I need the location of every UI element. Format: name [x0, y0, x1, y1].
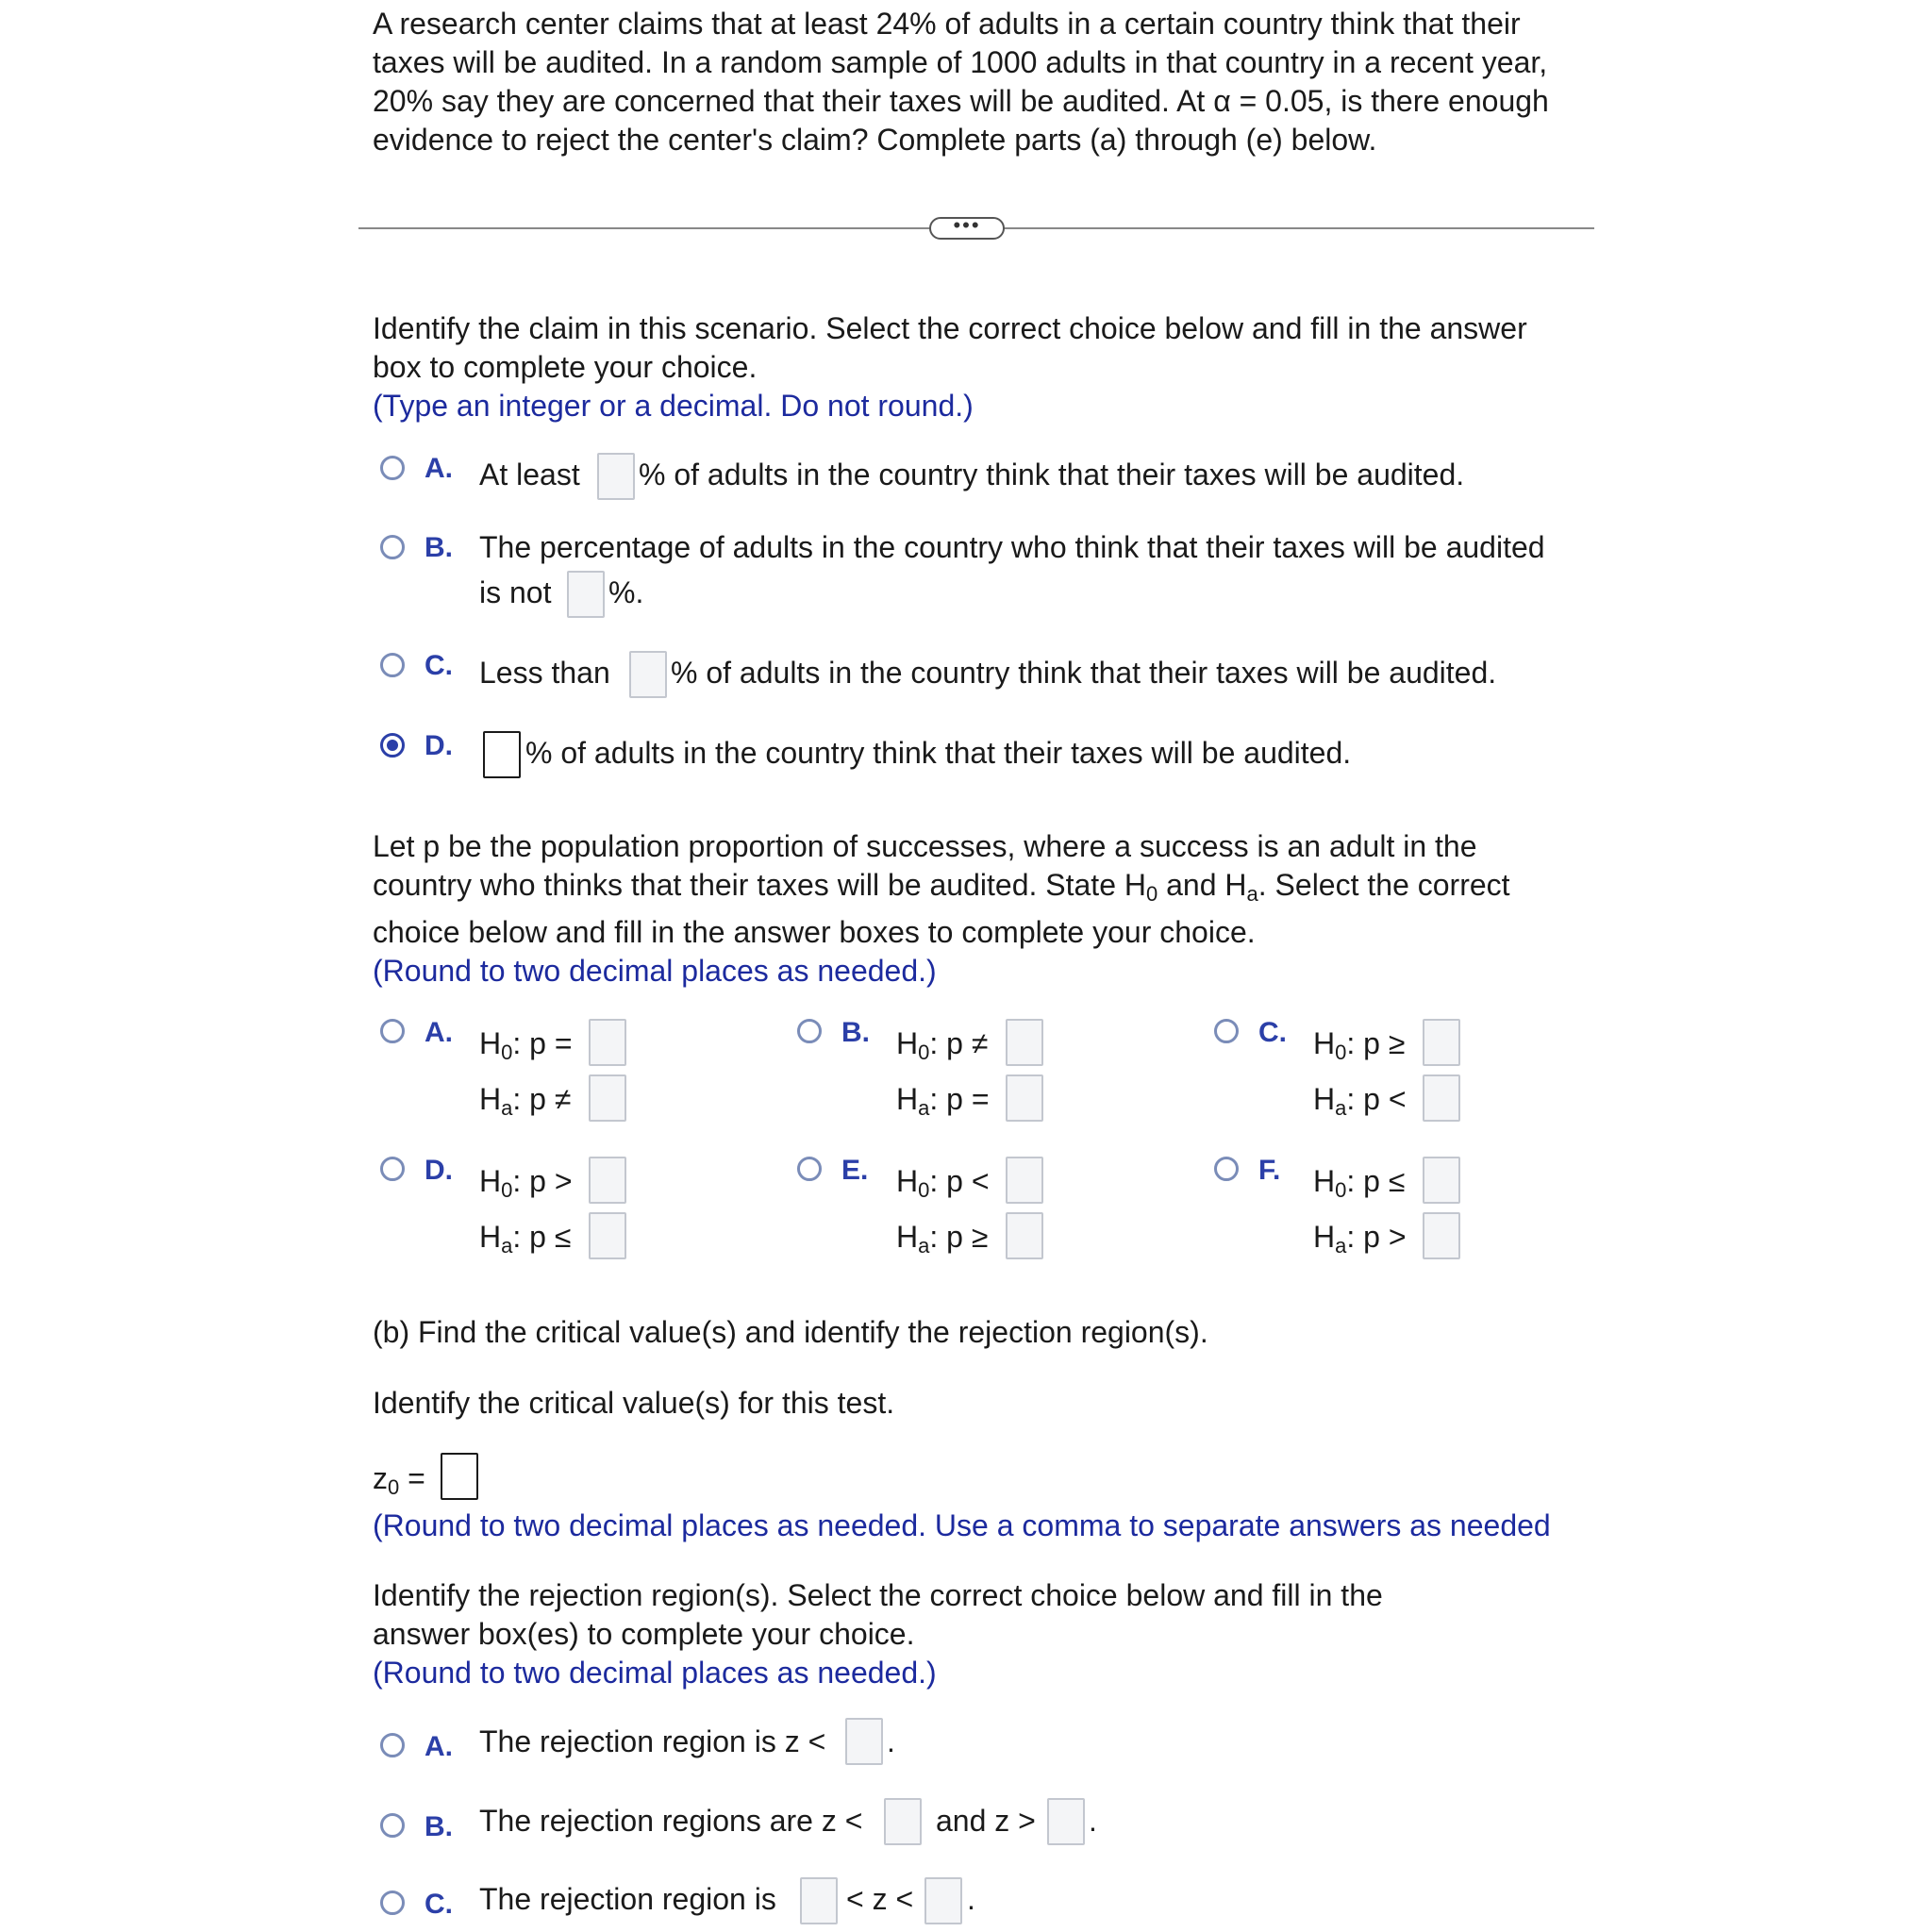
hyp-option-a-ha: $H_a$: p ≠ [479, 1082, 572, 1120]
claim-option-b-letter: B. [425, 532, 453, 563]
hypotheses-prompt-line-1: Let p be the population proportion of successes, where a success is an adult in the [373, 829, 1477, 863]
hyp-option-d-h0-input[interactable] [589, 1157, 626, 1204]
claim-prompt-line-1: Identify the claim in this scenario. Select the correct choice below and fill in the answer [373, 311, 1527, 345]
hyp-option-b-letter: B. [841, 1017, 870, 1048]
claim-option-a-post: % of adults in the country think that their taxes will be audited. [639, 458, 1465, 491]
hyp-option-d-ha-input[interactable] [589, 1212, 626, 1259]
hyp-option-b-radio[interactable] [797, 1019, 822, 1043]
rejection-option-c-pre: The rejection region is [479, 1882, 776, 1916]
hyp-option-c-h0: $H_0$: p ≥ [1313, 1026, 1406, 1064]
hyp-option-d-letter: D. [425, 1155, 453, 1186]
claim-option-c-letter: C. [425, 650, 453, 681]
hyp-option-d-radio[interactable] [380, 1157, 405, 1181]
rejection-option-a-radio[interactable] [380, 1733, 405, 1757]
problem-line-2: taxes will be audited. In a random sample of 1000 adults in that country in a recent year, [373, 45, 1548, 79]
z0-input[interactable] [441, 1453, 478, 1500]
hyp-option-c-h0-input[interactable] [1423, 1019, 1460, 1066]
claim-option-d-input[interactable] [483, 731, 521, 778]
critical-value-hint: (Round to two decimal places as needed. Use a comma to separate answers as needed [373, 1508, 1551, 1542]
hyp-option-d-ha: $H_a$: p ≤ [479, 1220, 572, 1257]
claim-option-b-input[interactable] [567, 571, 605, 618]
hyp-option-a-h0-input[interactable] [589, 1019, 626, 1066]
hyp-option-a-letter: A. [425, 1017, 453, 1048]
hyp-option-d-h0: $H_0$: p > [479, 1164, 573, 1202]
hypotheses-prompt-line-3: choice below and fill in the answer boxes to complete your choice. [373, 915, 1256, 949]
claim-option-a-letter: A. [425, 453, 453, 484]
rejection-prompt-line-1: Identify the rejection region(s). Select the correct choice below and fill in the [373, 1578, 1383, 1612]
hyp-option-e-h0-input[interactable] [1006, 1157, 1043, 1204]
rejection-prompt-line-2: answer box(es) to complete your choice. [373, 1617, 915, 1651]
hyp-option-f-ha: $H_a$: p > [1313, 1220, 1407, 1257]
hyp-option-c-ha-input[interactable] [1423, 1074, 1460, 1122]
claim-option-b-radio[interactable] [380, 535, 405, 559]
claim-hint: (Type an integer or a decimal. Do not round.) [373, 389, 974, 423]
rejection-option-b-letter: B. [425, 1811, 453, 1842]
rejection-option-b-mid: and z > [936, 1804, 1036, 1838]
hyp-option-b-ha: $H_a$: p = [896, 1082, 990, 1120]
problem-line-4: evidence to reject the center's claim? Complete parts (a) through (e) below. [373, 123, 1377, 157]
hyp-option-a-ha-input[interactable] [589, 1074, 626, 1122]
claim-option-c-radio[interactable] [380, 653, 405, 677]
claim-option-a-pre: At least [479, 458, 580, 491]
hypotheses-prompt-line-2: country who thinks that their taxes will be audited. State $H_0$ and $H_a$. Select the correct [373, 868, 1510, 906]
hyp-option-f-h0: $H_0$: p ≤ [1313, 1164, 1406, 1202]
rejection-option-b-input-upper[interactable] [1047, 1798, 1085, 1845]
claim-option-b-post: %. [608, 575, 644, 609]
rejection-option-a-letter: A. [425, 1731, 453, 1762]
hyp-option-c-radio[interactable] [1214, 1019, 1239, 1043]
rejection-option-b-pre: The rejection regions are z < [479, 1804, 863, 1838]
hyp-option-e-radio[interactable] [797, 1157, 822, 1181]
hyp-option-b-ha-input[interactable] [1006, 1074, 1043, 1122]
rejection-option-c-input-upper[interactable] [924, 1877, 962, 1924]
hyp-option-e-letter: E. [841, 1155, 869, 1186]
rejection-option-a-pre: The rejection region is z < [479, 1724, 826, 1758]
claim-option-a-radio[interactable] [380, 456, 405, 480]
claim-option-b-pre2: is not [479, 575, 552, 609]
hyp-option-c-letter: C. [1258, 1017, 1287, 1048]
rejection-option-b-radio[interactable] [380, 1813, 405, 1838]
rejection-option-c-radio[interactable] [380, 1890, 405, 1915]
rejection-option-a-post: . [887, 1724, 895, 1758]
hyp-option-f-radio[interactable] [1214, 1157, 1239, 1181]
hyp-option-e-ha-input[interactable] [1006, 1212, 1043, 1259]
rejection-option-c-input-lower[interactable] [800, 1877, 838, 1924]
rejection-option-c-letter: C. [425, 1889, 453, 1920]
claim-option-d-letter: D. [425, 730, 453, 761]
part-b-heading: (b) Find the critical value(s) and identify the rejection region(s). [373, 1315, 1208, 1349]
hypotheses-hint: (Round to two decimal places as needed.) [373, 954, 937, 988]
rejection-hint: (Round to two decimal places as needed.) [373, 1656, 937, 1690]
critical-value-prompt: Identify the critical value(s) for this test. [373, 1386, 895, 1420]
hyp-option-e-h0: $H_0$: p < [896, 1164, 990, 1202]
hyp-option-b-h0-input[interactable] [1006, 1019, 1043, 1066]
rejection-option-a-input[interactable] [845, 1718, 883, 1765]
claim-option-c-post: % of adults in the country think that their taxes will be audited. [671, 656, 1497, 690]
hyp-option-f-ha-input[interactable] [1423, 1212, 1460, 1259]
problem-line-1: A research center claims that at least 24% of adults in a certain country think that their [373, 7, 1521, 41]
hyp-option-e-ha: $H_a$: p ≥ [896, 1220, 989, 1257]
rejection-option-b-post: . [1089, 1804, 1097, 1838]
claim-prompt-line-2: box to complete your choice. [373, 350, 758, 384]
claim-option-c-pre: Less than [479, 656, 610, 690]
hyp-option-c-ha: $H_a$: p < [1313, 1082, 1407, 1120]
problem-line-3: 20% say they are concerned that their taxes will be audited. At α = 0.05, is there enough [373, 84, 1549, 118]
rejection-option-c-post: . [967, 1882, 975, 1916]
hyp-option-b-h0: $H_0$: p ≠ [896, 1026, 989, 1064]
more-options-button[interactable]: ••• [929, 217, 1005, 240]
claim-option-b-pre: The percentage of adults in the country who think that their taxes will be audited [479, 530, 1545, 564]
claim-option-d-radio[interactable] [380, 733, 405, 758]
z0-label: $z_0$ = [373, 1461, 425, 1499]
claim-option-a-input[interactable] [597, 453, 635, 500]
rejection-option-b-input-lower[interactable] [884, 1798, 922, 1845]
hyp-option-a-h0: $H_0$: p = [479, 1026, 573, 1064]
hyp-option-f-h0-input[interactable] [1423, 1157, 1460, 1204]
hyp-option-a-radio[interactable] [380, 1019, 405, 1043]
rejection-option-c-mid: < z < [846, 1882, 914, 1916]
claim-option-c-input[interactable] [629, 651, 667, 698]
hyp-option-f-letter: F. [1258, 1155, 1281, 1186]
claim-option-d-post: % of adults in the country think that their taxes will be audited. [525, 736, 1352, 770]
